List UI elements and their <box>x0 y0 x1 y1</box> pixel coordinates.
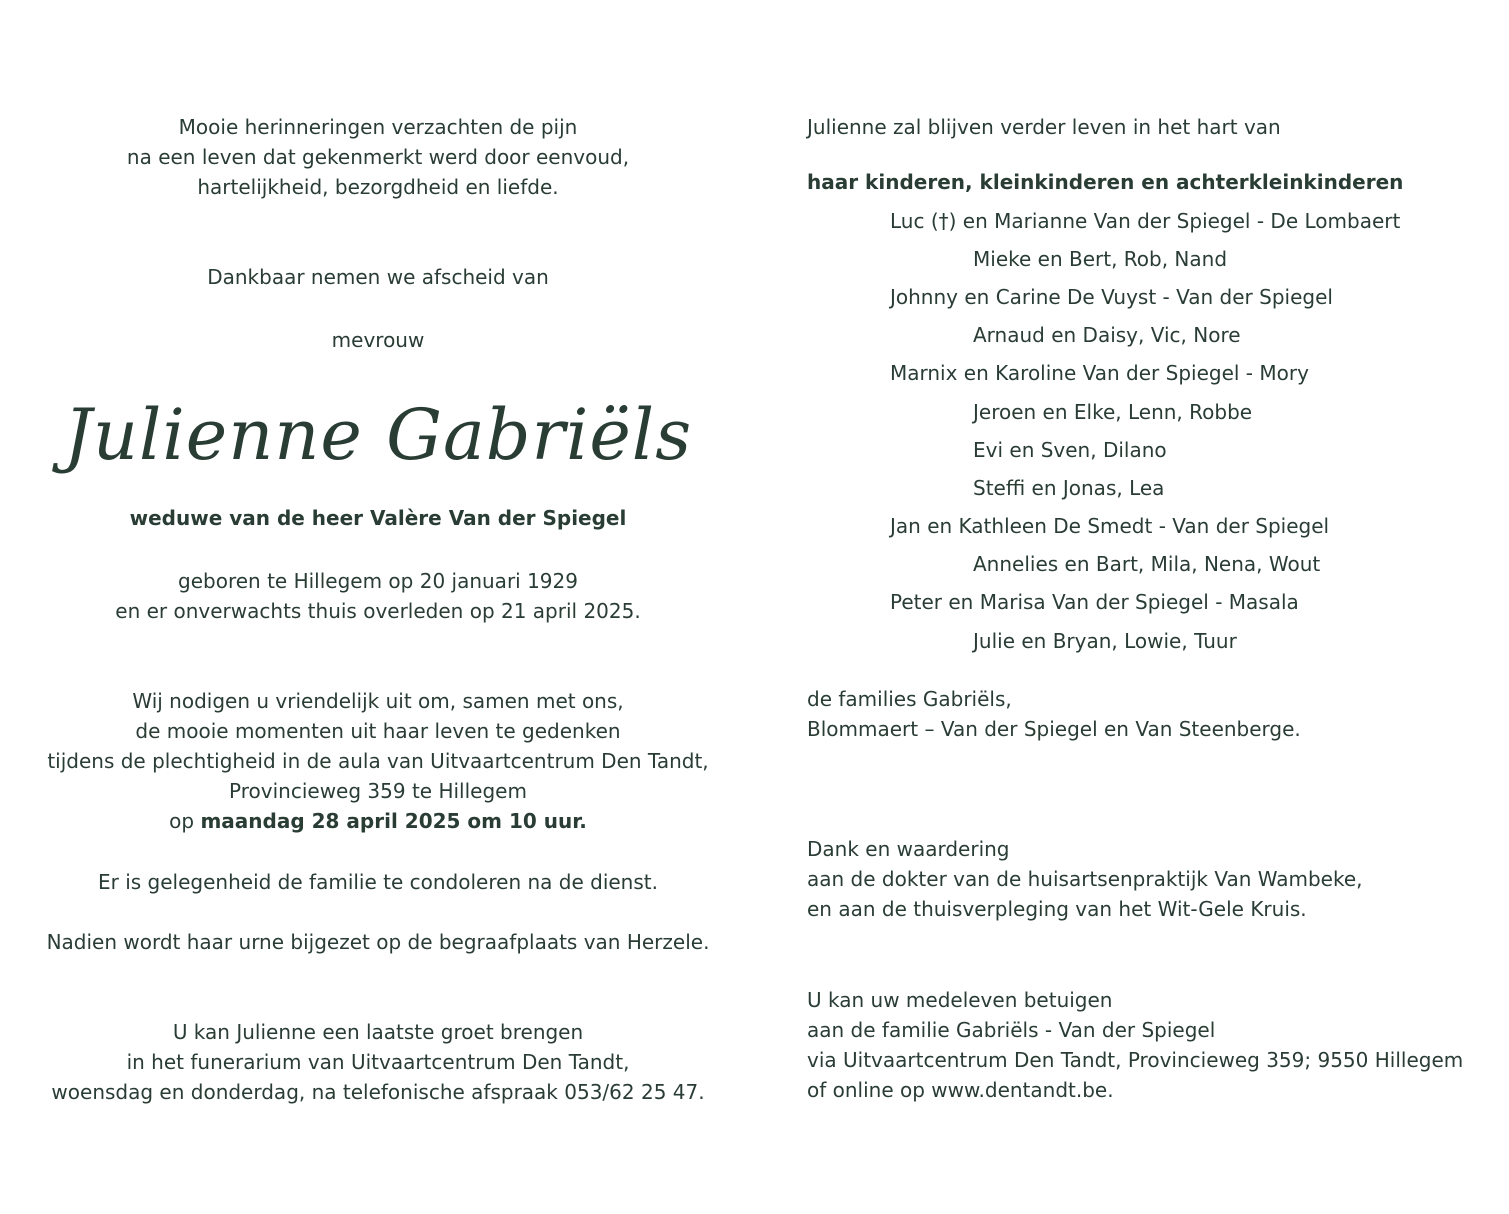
children-heading: haar kinderen, kleinkinderen en achterkleinkinderen <box>807 170 1404 194</box>
sympathy-line-3: via Uitvaartcentrum Den Tandt, Provincieweg 359; 9550 Hillegem <box>807 1048 1464 1072</box>
ceremony-date-bold: maandag 28 april 2025 om 10 uur. <box>200 809 587 833</box>
visit-line-2: in het funerarium van Uitvaartcentrum Den Tandt, <box>126 1050 630 1074</box>
invitation-line-3: tijdens de plechtigheid in de aula van Uitvaartcentrum Den Tandt, <box>47 749 709 773</box>
heart-line: Julienne zal blijven verder leven in het hart van <box>807 115 1281 139</box>
family-couple: Peter en Marisa Van der Spiegel - Masala <box>890 590 1299 614</box>
visit-line-1: U kan Julienne een laatste groet brengen <box>172 1020 584 1044</box>
widow-line: weduwe van de heer Valère Van der Spiegel <box>129 506 627 530</box>
deceased-name: Julienne Gabriëls <box>63 394 693 476</box>
family-descendants: Julie en Bryan, Lowie, Tuur <box>973 629 1237 653</box>
visit-line-3: woensdag en donderdag, na telefonische afspraak 053/62 25 47. <box>51 1080 705 1104</box>
thanks-line-1: Dank en waardering <box>807 837 1010 861</box>
ceremony-date-prefix: op <box>169 809 201 833</box>
death-line: en er onverwachts thuis overleden op 21 april 2025. <box>115 599 641 623</box>
quote-line-1: Mooie herinneringen verzachten de pijn <box>178 115 578 139</box>
quote-line-2: na een leven dat gekenmerkt werd door eenvoud, <box>126 145 630 169</box>
invitation-line-1: Wij nodigen u vriendelijk uit om, samen met ons, <box>132 689 624 713</box>
family-couple: Johnny en Carine De Vuyst - Van der Spiegel <box>890 285 1333 309</box>
invitation-line-4: Provincieweg 359 te Hillegem <box>229 779 527 803</box>
family-descendants: Steffi en Jonas, Lea <box>973 476 1165 500</box>
farewell-intro: Dankbaar nemen we afscheid van <box>207 265 549 289</box>
other-families-line-2: Blommaert – Van der Spiegel en Van Steenberge. <box>807 717 1301 741</box>
sympathy-line-1: U kan uw medeleven betuigen <box>807 988 1113 1012</box>
family-descendants: Mieke en Bert, Rob, Nand <box>973 247 1228 271</box>
invitation-line-2: de mooie momenten uit haar leven te gedenken <box>135 719 621 743</box>
thanks-line-3: en aan de thuisverpleging van het Wit-Gele Kruis. <box>807 897 1307 921</box>
family-couple: Luc (†) en Marianne Van der Spiegel - De Lombaert <box>890 209 1401 233</box>
family-couple: Jan en Kathleen De Smedt - Van der Spiegel <box>890 514 1330 538</box>
salutation: mevrouw <box>331 328 425 352</box>
quote-line-3: hartelijkheid, bezorgdheid en liefde. <box>197 175 559 199</box>
family-descendants: Jeroen en Elke, Lenn, Robbe <box>973 400 1253 424</box>
family-couple: Marnix en Karoline Van der Spiegel - Mory <box>890 361 1309 385</box>
family-descendants: Evi en Sven, Dilano <box>973 438 1167 462</box>
family-descendants: Arnaud en Daisy, Vic, Nore <box>973 323 1241 347</box>
sympathy-line-4: of online op www.dentandt.be. <box>807 1078 1114 1102</box>
sympathy-line-2: aan de familie Gabriëls - Van der Spiegel <box>807 1018 1216 1042</box>
thanks-line-2: aan de dokter van de huisartsenpraktijk Van Wambeke, <box>807 867 1363 891</box>
family-descendants: Annelies en Bart, Mila, Nena, Wout <box>973 552 1321 576</box>
other-families-line-1: de families Gabriëls, <box>807 687 1012 711</box>
birth-line: geboren te Hillegem op 20 januari 1929 <box>178 569 578 593</box>
condolence-note: Er is gelegenheid de familie te condoleren na de dienst. <box>98 870 658 894</box>
ceremony-date <box>28 806 728 836</box>
burial-note: Nadien wordt haar urne bijgezet op de begraafplaats van Herzele. <box>46 930 710 954</box>
